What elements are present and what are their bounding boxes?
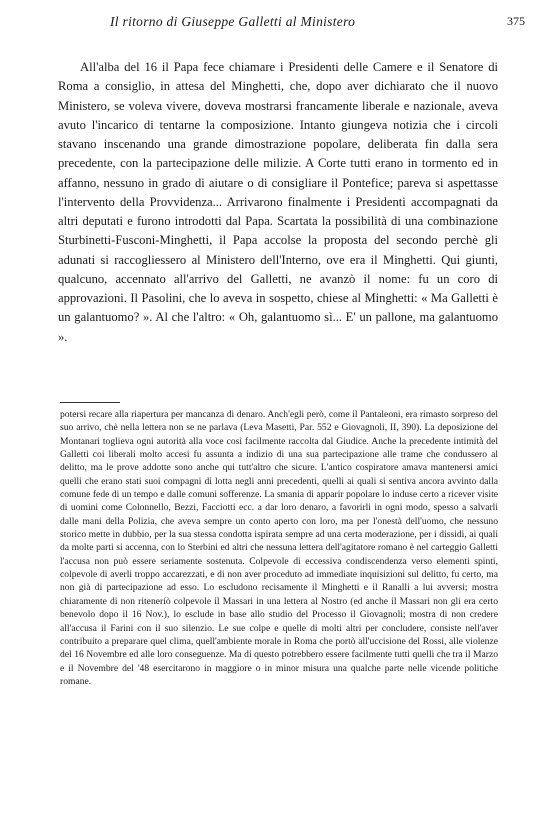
main-paragraph: All'alba del 16 il Papa fece chiamare i Presidenti delle Camere e il Senatore di Roma a consiglio, in attesa del Minghetti, che, dopo aver dichiarato che il nuovo Ministero, se voleva vivere, doveva mostrarsi francamente liberale e nazionale, aveva avuto l'incarico di tentarne la composizione. Intanto giungeva notizia che i circoli stavano inscenando una grande dimostrazione popolare, deliberata fin dalla sera precedente, con la partecipazione delle milizie. A Corte tutti erano in tormento ed in affanno, nessuno in grado di aiutare o di consigliare il Pontefice; pareva si aspettasse l'intervento della Provvidenza... Arrivarono finalmente i Presidenti accompagnati da altri deputati e furono introdotti dal Papa. Scartata la possibilità di una combinazione Sturbinetti-Fusconi-Minghetti, il Papa accolse la proposta del secondo perchè gli adunati si raccogliessero al Ministero dell'Interno, ove era il Minghetti. Qui giunti, qualcuno, accennato all'arrivo del Galletti, ne avanzò il nome: fu un coro di approvazioni. Il Pasolini, che lo aveva in sospetto, chiese al Minghetti: « Ma Galletti è un galantuomo? ». Al che l'altro: « Oh, galantuomo sì... E' un pallone, ma galantuomo ».	[58, 60, 498, 344]
footnote: potersi recare alla riapertura per mancanza di denaro. Anch'egli però, come il Pantaleoni, era rimasto sorpreso del suo arrivo, chè nella lettera non se ne parlava (Leva Masetti, Par. 552 e Giovagnoli, II, 390). La deposizione del Montanari toglieva ogni autorità alla voce così facilmente raccolta dal Giudice. Anche la precedente intimità del Galletti coi liberali molto accesi fu assunta a indizio di una sua partecipazione alle trame che condussero al delitto, ma le prove addotte sono anche qui tutt'altro che sicure. L'antico cospiratore amava mantenersi amici quelli che erano stati suoi compagni di lotta negli anni precedenti, quelli ai quali si sentiva ancora avvinto dalla comune fede di un tempo e dalle comuni sofferenze. La smania di apparir popolare lo induse certo a ricever visite di uomini come Colonnello, Bezzi, Facciotti ecc. a dar loro denaro, a favorirli in ogni modo, spesso a salvarli dalle mani della Polizia, che aveva sempre un conto aperto con loro, ma per l'onestà dell'uomo, che nessuno storico mette in dubbio, per la sua stessa condotta ispirata sempre ad una certa moderazione, per i dissidi, ai quali da molte parti si accenna, con lo Sterbini ed altri che nessuna lettera dell'agitatore romano è nel carteggio Galletti l'accusa non può essere seriamente sostenuta. Colpevole di eccessiva condiscendenza verso elementi spinti, colpevole di averli troppo accarezzati, e di non aver proceduto ad immediate inquisizioni sul delitto, fu certo, ma non già di partecipazione ad esso. Lo escludono recisamente il Minghetti e il Ranalli a lui avversi; mostra chiaramente di non riteneríò colpevole il Massari in una lettera al Nostro (ed anche il Massari non gli era certo benevolo dopo il 16 Nov.), lo esclude in base allo studio del Processo il Giovagnoli; mostra di non credere all'accusa il Farini con il suo silenzio. Le sue colpe e quelle di molti altri per concludere, consiste nell'aver contribuito a preparare quel clima, quell'ambiente morale in Roma che portò all'uccisione del Rossi, alle violenze del 16 Novembre ed alle loro conseguenze. Ma di questo potrebbero essere facilmente tutti quelli che tra il Marzo e il Novembre del '48 esercitarono in maggiore o in minor misura una qualche parte nelle vicende politiche romane.	[60, 409, 498, 687]
running-head	[70, 12, 525, 34]
page-number: 375	[507, 14, 525, 28]
running-title: Il ritorno di Giuseppe Galletti al Ministero	[110, 14, 356, 29]
footnote-separator	[60, 402, 120, 403]
